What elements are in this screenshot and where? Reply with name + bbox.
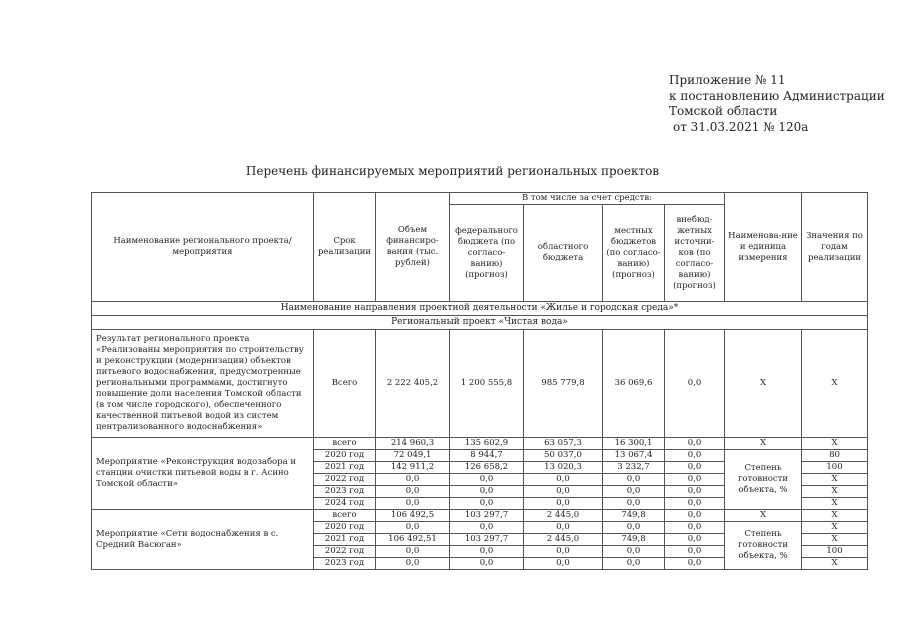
result-volume: 2 222 405,2 <box>376 330 450 438</box>
row-period: 2021 год <box>314 534 376 546</box>
row-value: 100 <box>802 462 868 474</box>
row-volume: 106 492,51 <box>376 534 450 546</box>
row-volume: 0,0 <box>376 486 450 498</box>
row-regional: 2 445,0 <box>524 534 603 546</box>
row-local: 749,8 <box>603 510 665 522</box>
result-indicator: Х <box>725 330 802 438</box>
appendix-line: Томской области <box>669 104 778 118</box>
row-extra: 0,0 <box>665 498 725 510</box>
appendix-line: к постановлению Администрации <box>669 88 885 103</box>
row-regional: 50 037,0 <box>524 450 603 462</box>
header-group: В том числе за счет средств: <box>450 193 725 205</box>
row-federal: 126 658,2 <box>450 462 524 474</box>
row-local: 0,0 <box>603 522 665 534</box>
row-period: 2024 год <box>314 498 376 510</box>
project-row: Региональный проект «Чистая вода» <box>92 316 868 330</box>
row-local: 13 067,4 <box>603 450 665 462</box>
row-volume: 0,0 <box>376 558 450 570</box>
row-extra: 0,0 <box>665 546 725 558</box>
row-extra: 0,0 <box>665 450 725 462</box>
result-regional: 985 779,8 <box>524 330 603 438</box>
row-period: 2023 год <box>314 486 376 498</box>
row-extra: 0,0 <box>665 438 725 450</box>
row-local: 0,0 <box>603 486 665 498</box>
row-period: всего <box>314 510 376 522</box>
row-extra: 0,0 <box>665 486 725 498</box>
row-federal: 0,0 <box>450 474 524 486</box>
row-regional: 13 020,3 <box>524 462 603 474</box>
row-value: Х <box>802 522 868 534</box>
result-local: 36 069,6 <box>603 330 665 438</box>
table-row <box>92 510 868 522</box>
row-value: Х <box>802 474 868 486</box>
row-regional: 63 057,3 <box>524 438 603 450</box>
appendix-line: от 31.03.2021 № 120а <box>673 119 809 134</box>
row-local: 0,0 <box>603 558 665 570</box>
result-period: Всего <box>314 330 376 438</box>
result-value: Х <box>802 330 868 438</box>
document-title: Перечень финансируемых мероприятий региональных проектов <box>245 164 660 178</box>
row-value: Х <box>802 558 868 570</box>
row-period: 2023 год <box>314 558 376 570</box>
event-name: Мероприятие «Реконструкция водозабора и станции очистки питьевой воды в г. Асино Томской области» <box>92 438 314 510</box>
row-value: 100 <box>802 546 868 558</box>
header-volume: Объем финансиро-вания (тыс. рублей) <box>376 193 450 302</box>
row-value: Х <box>802 498 868 510</box>
row-period: 2020 год <box>314 522 376 534</box>
row-federal: 0,0 <box>450 486 524 498</box>
row-volume: 0,0 <box>376 498 450 510</box>
header-federal: федерального бюджета (по согласо-ванию) (прогноз) <box>450 205 524 302</box>
row-period: 2021 год <box>314 462 376 474</box>
row-regional: 0,0 <box>524 558 603 570</box>
header-values: Значения по годам реализации <box>802 193 868 302</box>
row-indicator-total: Х <box>725 510 802 522</box>
row-period: всего <box>314 438 376 450</box>
row-local: 0,0 <box>603 498 665 510</box>
appendix-block <box>669 73 885 135</box>
row-value: Х <box>802 486 868 498</box>
header-period: Срок реализации <box>314 193 376 302</box>
row-volume: 106 492,5 <box>376 510 450 522</box>
event-name: Мероприятие «Сети водоснабжения в с. Средний Васюган» <box>92 510 314 570</box>
row-period: 2020 год <box>314 450 376 462</box>
row-value: 80 <box>802 450 868 462</box>
table-row <box>92 438 868 450</box>
event-indicator: Степень готовности объекта, % <box>725 450 802 510</box>
row-federal: 0,0 <box>450 522 524 534</box>
row-local: 0,0 <box>603 546 665 558</box>
row-extra: 0,0 <box>665 522 725 534</box>
row-period: 2022 год <box>314 546 376 558</box>
row-local: 3 232,7 <box>603 462 665 474</box>
row-volume: 0,0 <box>376 522 450 534</box>
header-indicator: Наименова-ние и единица измерения <box>725 193 802 302</box>
row-value: Х <box>802 510 868 522</box>
row-regional: 0,0 <box>524 486 603 498</box>
result-name: Результат регионального проекта «Реализованы мероприятия по строительству и реконструкции (модернизации) объектов питьевого водоснабжения, предусмотренные региональными программами, достигнуто повышение доли населения Томской области (в том числе городского), обеспеченного качественной питьевой водой из систем централизованного водоснабжения» <box>92 330 314 438</box>
row-indicator-total: Х <box>725 438 802 450</box>
row-federal: 135 602,9 <box>450 438 524 450</box>
row-local: 0,0 <box>603 474 665 486</box>
header-name: Наименование регионального проекта/ мероприятия <box>92 193 314 302</box>
row-extra: 0,0 <box>665 558 725 570</box>
row-extra: 0,0 <box>665 534 725 546</box>
row-volume: 72 049,1 <box>376 450 450 462</box>
row-federal: 0,0 <box>450 498 524 510</box>
row-regional: 0,0 <box>524 522 603 534</box>
row-period: 2022 год <box>314 474 376 486</box>
header-regional: областного бюджета <box>524 205 603 302</box>
row-extra: 0,0 <box>665 474 725 486</box>
header-extra: внебюд-жетных источни-ков (по согласо-ванию) (прогноз) <box>665 205 725 302</box>
projects-table <box>91 192 868 570</box>
row-federal: 0,0 <box>450 546 524 558</box>
row-value: Х <box>802 534 868 546</box>
row-federal: 8 944,7 <box>450 450 524 462</box>
row-value: Х <box>802 438 868 450</box>
row-extra: 0,0 <box>665 462 725 474</box>
row-regional: 0,0 <box>524 474 603 486</box>
row-volume: 214 960,3 <box>376 438 450 450</box>
result-extra: 0,0 <box>665 330 725 438</box>
row-volume: 142 911,2 <box>376 462 450 474</box>
row-regional: 2 445,0 <box>524 510 603 522</box>
event-indicator: Степень готовности объекта, % <box>725 522 802 570</box>
direction-row: Наименование направления проектной деятельности «Жилье и городская среда»* <box>92 302 868 316</box>
row-federal: 103 297,7 <box>450 510 524 522</box>
row-volume: 0,0 <box>376 546 450 558</box>
row-volume: 0,0 <box>376 474 450 486</box>
row-regional: 0,0 <box>524 498 603 510</box>
row-local: 749,8 <box>603 534 665 546</box>
row-federal: 103 297,7 <box>450 534 524 546</box>
header-local: местных бюджетов (по согласо-ванию) (прогноз) <box>603 205 665 302</box>
row-federal: 0,0 <box>450 558 524 570</box>
row-extra: 0,0 <box>665 510 725 522</box>
row-regional: 0,0 <box>524 546 603 558</box>
appendix-line: Приложение № 11 <box>669 73 786 87</box>
row-local: 16 300,1 <box>603 438 665 450</box>
result-federal: 1 200 555,8 <box>450 330 524 438</box>
